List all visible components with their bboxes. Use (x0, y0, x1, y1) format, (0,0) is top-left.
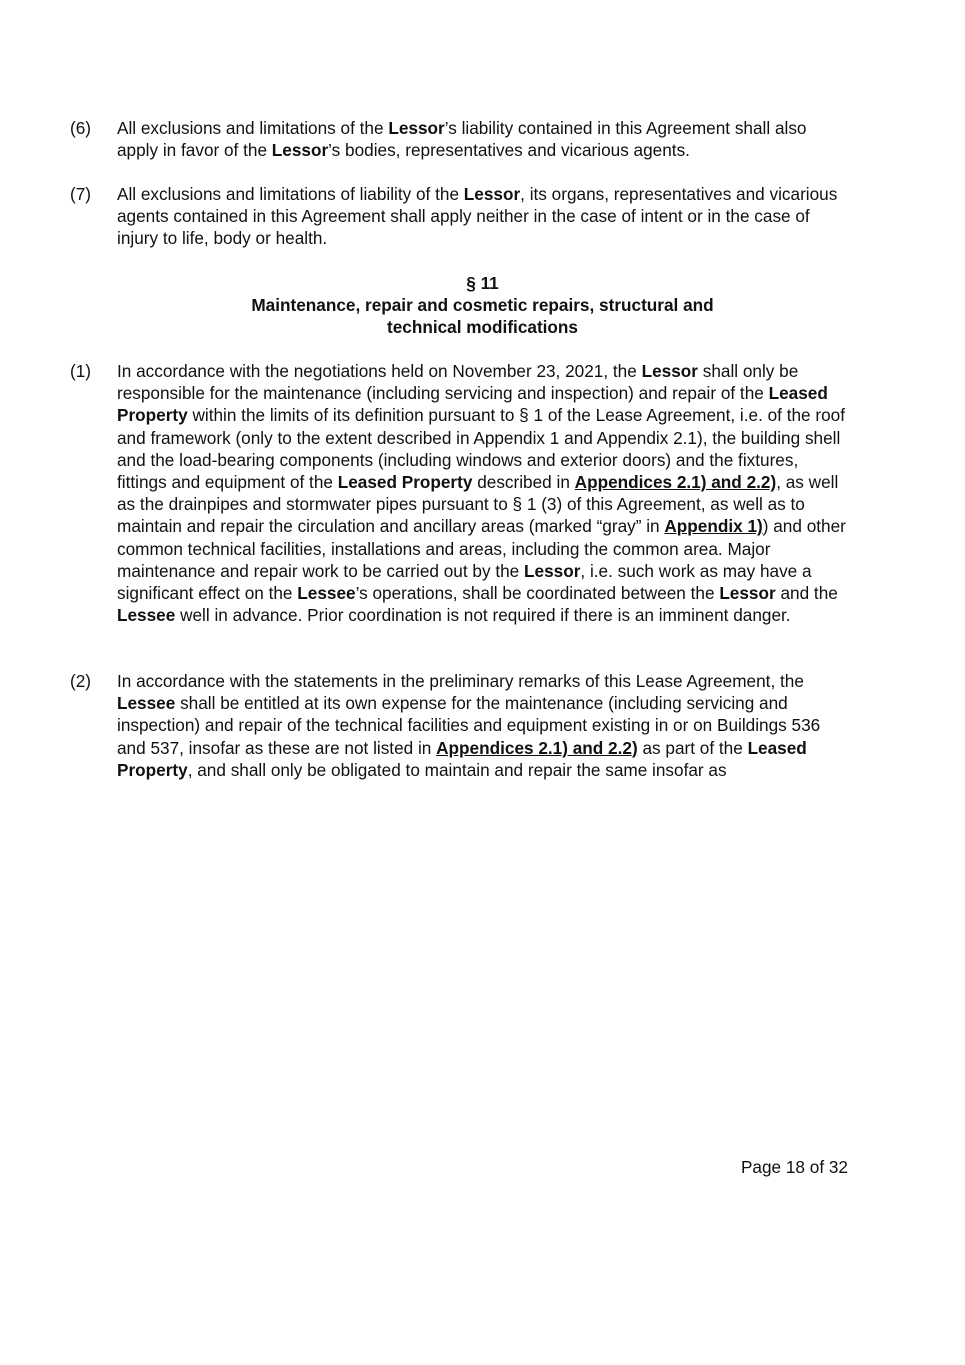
text-run: All exclusions and limitations of the (117, 118, 389, 138)
defined-term: Lessor (719, 583, 776, 604)
text-run: shall be entitled at its own expense for the maintenance (including servicing and inspection) and repair of the technical facilities and equipment existing in or on Buildings 536 and 537, insofar as these are not listed in (117, 693, 821, 758)
text-run: ’s liability contained in this Agreement shall also apply in favor of the (117, 118, 807, 161)
section-heading (150, 272, 815, 339)
section-title-line-2: technical modifications (386, 317, 578, 338)
paragraph-number: (7) (70, 184, 92, 204)
text-run: , i.e. such work as may have a significant effect on the (117, 560, 812, 604)
text-run: , its organs, representatives and vicarious agents contained in this Agreement shall apply neither in the case of intent or in the case of injury to life, body or health. (117, 184, 838, 249)
paragraph-number: (6) (70, 118, 92, 138)
defined-term: Lessor (524, 560, 581, 581)
paragraph-7 (70, 183, 850, 250)
paragraph-1 (70, 360, 850, 626)
defined-term: Lessee (117, 605, 176, 626)
paragraph-text (117, 183, 850, 250)
text-run: within the limits of its definition pursuant to § 1 of the Lease Agreement, i.e. of the roof and framework (only to the extent described in Appendix 1 and Appendix 2.1), the building shell and the load-bearing components (including windows and exterior doors) and the fixtures, fittings and equipment of the (117, 405, 846, 493)
text-run: and the (775, 583, 838, 604)
defined-term: Leased Property (337, 472, 473, 493)
text-run: In accordance with the negotiations held on November 23, 2021, the (117, 361, 642, 381)
text-run: as part of the (637, 737, 748, 758)
defined-term: Lessee (297, 583, 356, 604)
section-symbol: § 11 (466, 273, 499, 293)
appendix-reference: Appendices 2.1) and 2.2) (436, 737, 638, 758)
text-run: well in advance. Prior coordination is not required if there is an imminent danger. (175, 605, 791, 626)
defined-term: Lessee (117, 693, 176, 714)
paragraph-text (117, 670, 850, 781)
page-number: Page 18 of 32 (740, 1157, 848, 1177)
defined-term: Lessor (388, 118, 445, 138)
appendix-reference: Appendices 2.1) and 2.2) (574, 472, 777, 493)
text-run: ) and other common technical facilities, installations and areas, including the common area. Major maintenance and repair work to be carried out by the (117, 516, 846, 581)
defined-term: Lessor (271, 140, 329, 161)
text-run: ’s operations, shall be coordinated between the (355, 583, 720, 604)
defined-term: Lessor (463, 184, 521, 204)
paragraph-text (117, 360, 850, 626)
text-run: described in (472, 472, 575, 493)
paragraph-number: (2) (70, 671, 92, 691)
text-run: ’s bodies, representatives and vicarious agents. (328, 140, 690, 161)
text-run: , and shall only be obligated to maintain and repair the same insofar as (187, 759, 727, 780)
section-title-line-1: Maintenance, repair and cosmetic repairs, structural and (251, 295, 714, 316)
paragraph-6 (70, 117, 850, 161)
defined-term: Leased Property (117, 737, 807, 780)
text-run: All exclusions and limitations of liability of the (117, 184, 464, 204)
paragraph-text (117, 117, 850, 161)
defined-term: Lessor (641, 361, 698, 381)
paragraph-2 (70, 670, 850, 781)
text-run: , as well as the drainpipes and stormwater pipes pursuant to § 1 (3) of this Agreement, as well as to maintain and repair the circulation and ancillary areas (marked “gray” in (117, 472, 839, 537)
text-run: In accordance with the statements in the preliminary remarks of this Lease Agreement, the (117, 671, 804, 691)
text-run: shall only be responsible for the maintenance (including servicing and inspection) and repair of the (117, 361, 799, 404)
paragraph-number: (1) (70, 361, 92, 381)
appendix-reference: Appendix 1) (664, 516, 763, 537)
defined-term: Leased Property (117, 383, 828, 426)
